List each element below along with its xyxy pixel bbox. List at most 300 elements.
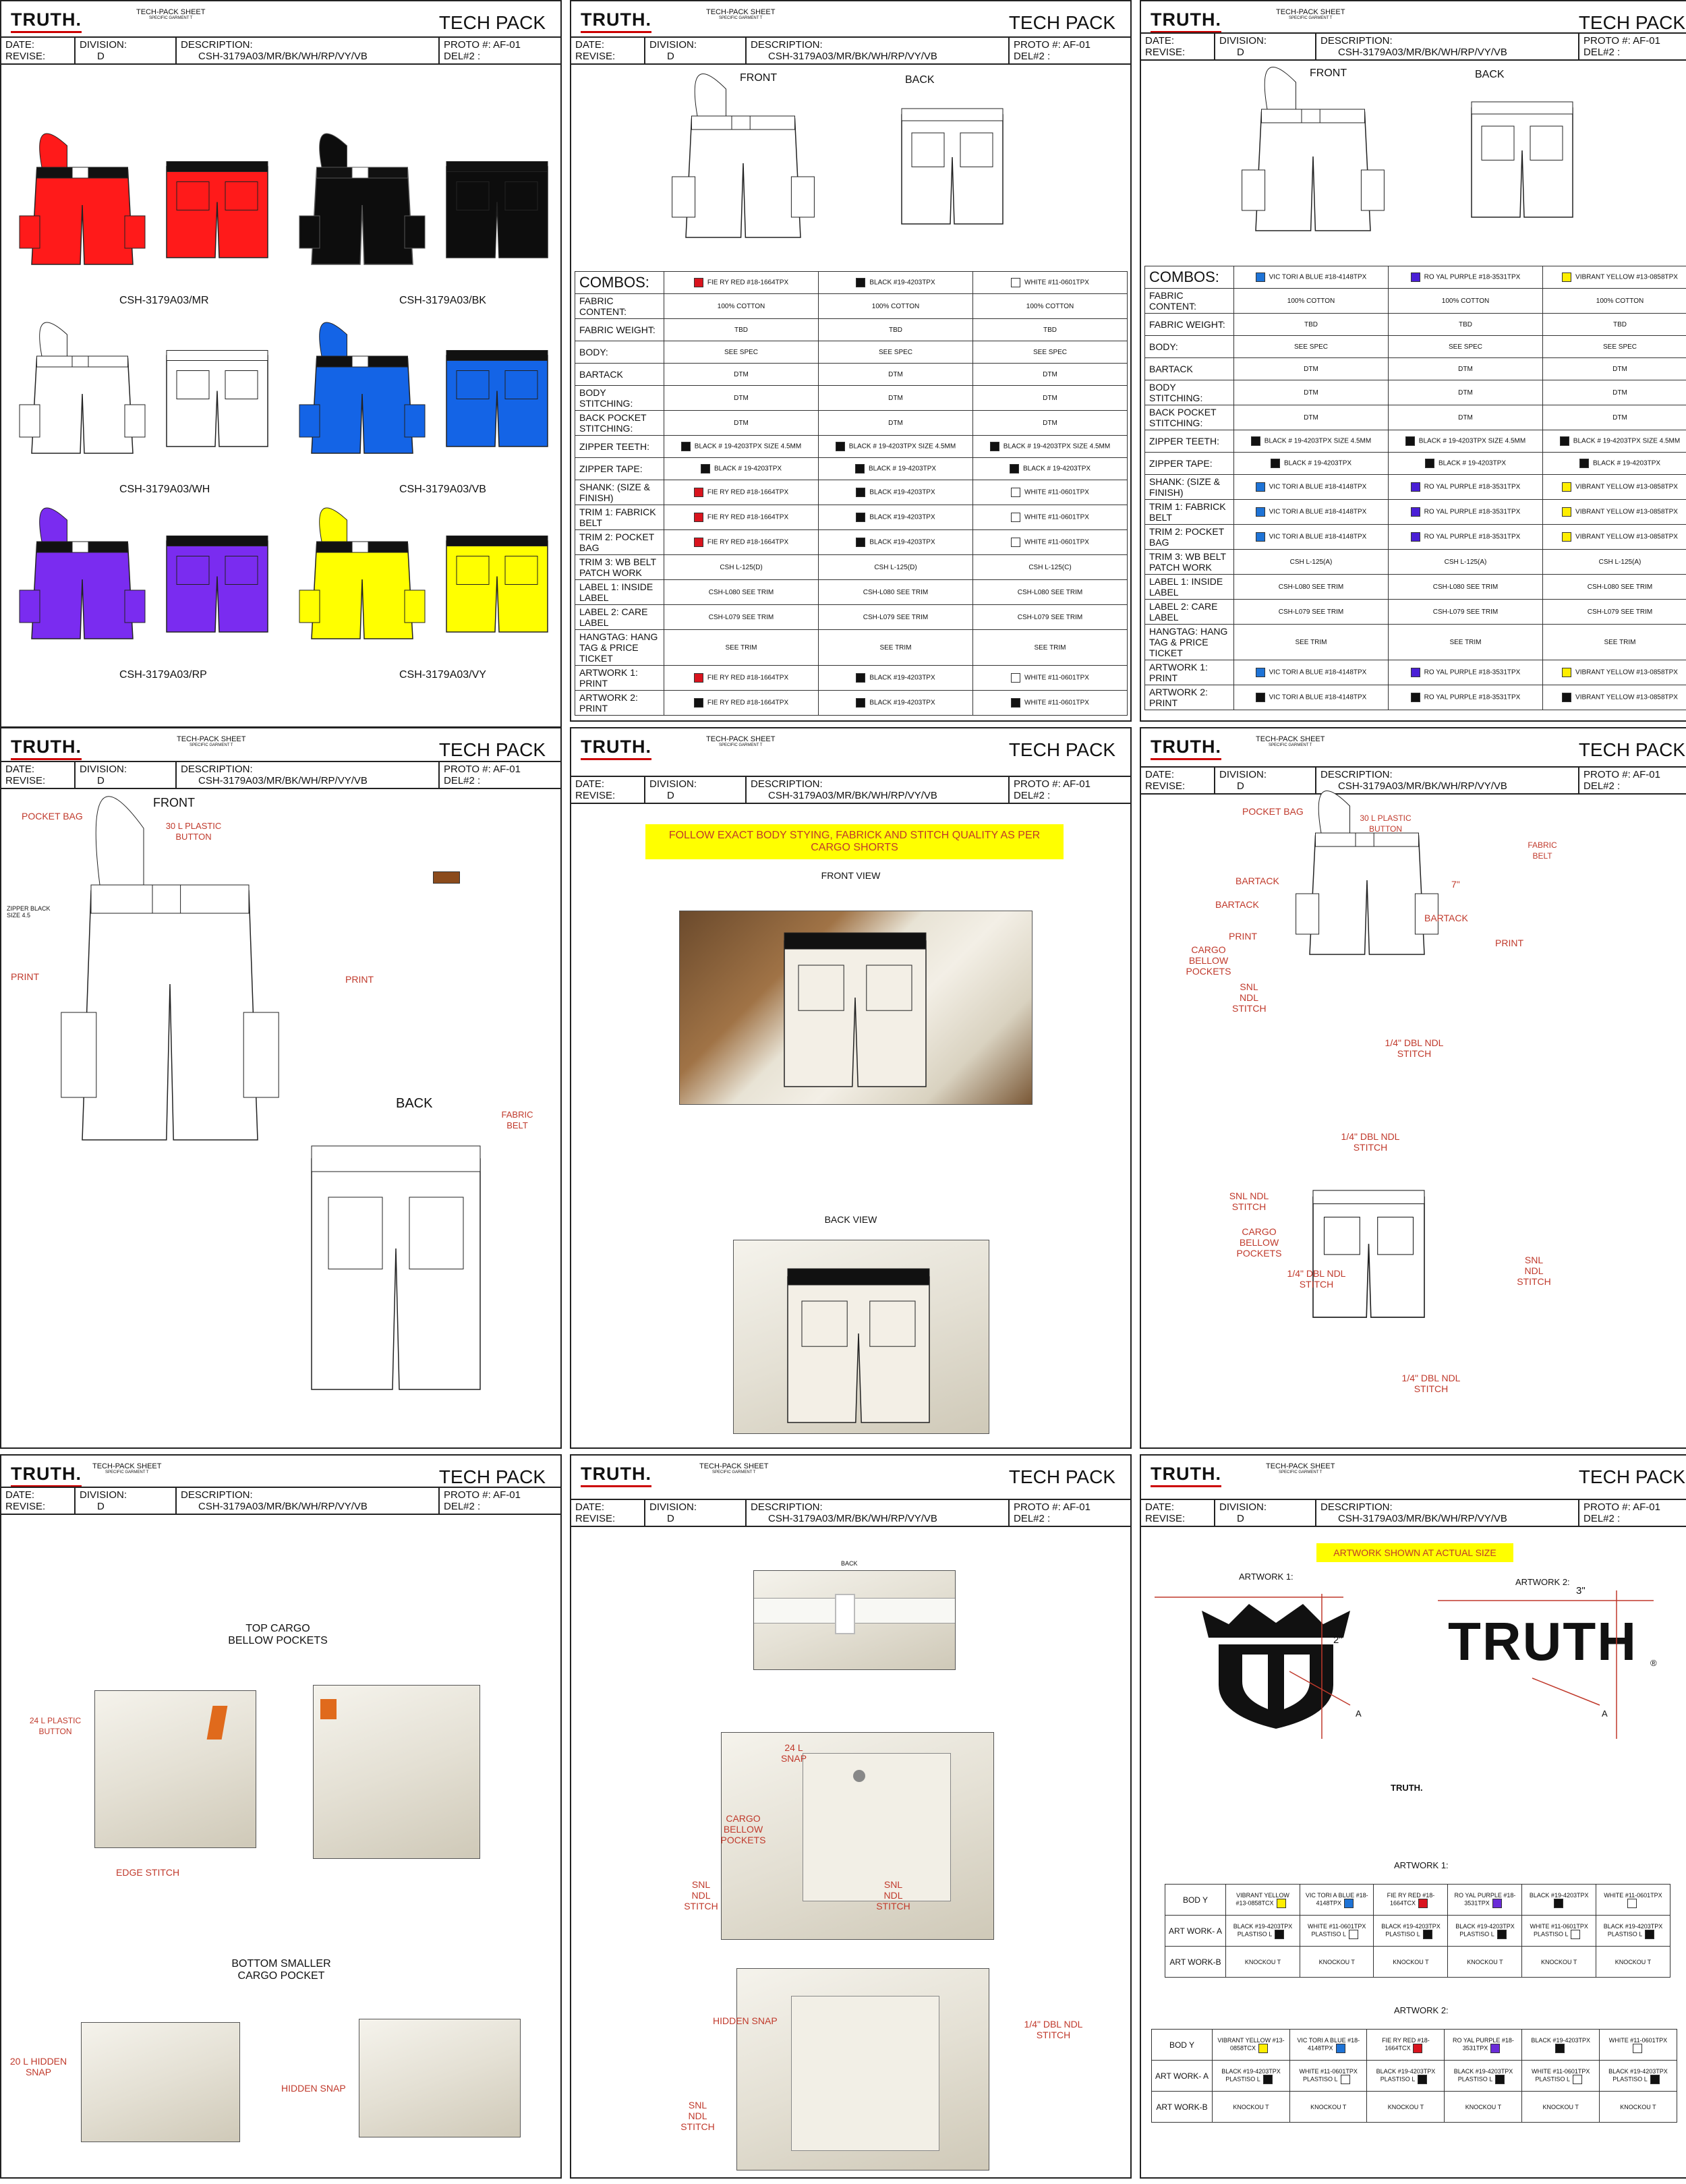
color-swatch bbox=[1256, 693, 1265, 702]
spec-cell: RO YAL PURPLE #18-3531TPX bbox=[1389, 660, 1543, 685]
color-swatch bbox=[681, 442, 691, 451]
spec-cell: DTM bbox=[1543, 405, 1686, 430]
spec-cell: BLACK # 19-4203TPX SIZE 4.5MM bbox=[1234, 430, 1389, 453]
spec-row-label: COMBOS: bbox=[575, 272, 664, 294]
artwork-cell: KNOCKOU T bbox=[1374, 1947, 1448, 1978]
label-dbl-stitch-2: 1/4" DBL NDL STITCH bbox=[1341, 1131, 1400, 1153]
spec-cell: SEE SPEC bbox=[973, 341, 1128, 364]
color-swatch bbox=[694, 673, 703, 683]
label-button: 30 L PLASTIC BUTTON bbox=[1360, 813, 1412, 834]
color-swatch bbox=[1341, 2075, 1350, 2084]
color-swatch bbox=[990, 442, 999, 451]
artwork-cell: BLACK #19-4203TPX bbox=[1522, 2030, 1599, 2061]
label-hidden-snap: HIDDEN SNAP bbox=[713, 2015, 778, 2026]
spec-cell: TBD bbox=[973, 319, 1128, 341]
color-swatch bbox=[1425, 459, 1434, 468]
spec-cell: DTM bbox=[973, 411, 1128, 436]
color-swatch bbox=[1263, 2075, 1273, 2084]
spec-cell: SEE SPEC bbox=[1543, 336, 1686, 358]
spec-row-label: LABEL 2: CARE LABEL bbox=[575, 605, 664, 630]
colorway-caption: CSH-3179A03/MR bbox=[119, 295, 209, 306]
color-swatch bbox=[694, 698, 703, 708]
color-swatch bbox=[855, 464, 865, 473]
spec-cell: DTM bbox=[1234, 405, 1389, 430]
front-label: FRONT bbox=[1310, 67, 1347, 79]
color-swatch bbox=[1011, 488, 1020, 497]
artwork-cell: BLACK #19-4203TPX PLASTISO L bbox=[1367, 2061, 1445, 2092]
spec-cell: BLACK #19-4203TPX bbox=[819, 666, 973, 691]
spec-cell: SEE TRIM bbox=[1389, 625, 1543, 660]
spec-cell: WHITE #11-0601TPX bbox=[973, 480, 1128, 505]
color-swatch bbox=[1495, 2075, 1505, 2084]
tech-pack-title: TECH PACK bbox=[1008, 1466, 1115, 1487]
artwork-row-label: ART WORK- A bbox=[1165, 1916, 1226, 1947]
color-swatch bbox=[1258, 2044, 1268, 2053]
artwork-1-dimension: 2" bbox=[1333, 1634, 1343, 1646]
page-spec-2 bbox=[1140, 0, 1686, 722]
spec-cell: VIC TORI A BLUE #18-4148TPX bbox=[1234, 525, 1389, 550]
spec-cell: BLACK # 19-4203TPX bbox=[664, 458, 819, 480]
color-swatch bbox=[856, 538, 865, 547]
spec-cell: SEE SPEC bbox=[819, 341, 973, 364]
spec-row-label: FABRIC WEIGHT: bbox=[575, 319, 664, 341]
spec-row-label: LABEL 1: INSIDE LABEL bbox=[1145, 575, 1234, 600]
spec-row-label: BARTACK bbox=[575, 364, 664, 386]
artwork-cell: BLACK #19-4203TPX PLASTISO L bbox=[1374, 1916, 1448, 1947]
flat-sketch bbox=[571, 1, 1132, 271]
artwork-banner: ARTWORK SHOWN AT ACTUAL SIZE bbox=[1316, 1543, 1513, 1562]
tech-pack-title: TECH PACK bbox=[1578, 12, 1685, 33]
spec-cell: 100% COTTON bbox=[1389, 289, 1543, 314]
color-swatch bbox=[1011, 278, 1020, 287]
front-label: FRONT bbox=[740, 72, 778, 84]
spec-cell: VIBRANT YELLOW #13-0858TPX bbox=[1543, 475, 1686, 500]
spec-cell: 100% COTTON bbox=[973, 294, 1128, 319]
label-pocket-bag: POCKET BAG bbox=[22, 811, 83, 822]
color-swatch bbox=[1411, 507, 1420, 517]
spec-cell: TBD bbox=[1389, 314, 1543, 336]
back-view-photo bbox=[733, 1240, 989, 1434]
color-swatch bbox=[694, 513, 703, 522]
spec-cell: FIE RY RED #18-1664TPX bbox=[664, 505, 819, 530]
spec-cell: CSH L-125(A) bbox=[1234, 550, 1389, 575]
flat-sketch bbox=[1141, 728, 1686, 1449]
artwork-row-label: ART WORK- A bbox=[1152, 2061, 1213, 2092]
artwork-cell: KNOCKOU T bbox=[1448, 1947, 1522, 1978]
label-cargo-bellow-2: CARGO BELLOW POCKETS bbox=[1236, 1226, 1282, 1259]
spec-cell: FIE RY RED #18-1664TPX bbox=[664, 480, 819, 505]
spec-cell: DTM bbox=[1389, 358, 1543, 380]
spec-table bbox=[575, 271, 1128, 716]
spec-row-label: ARTWORK 1: PRINT bbox=[1145, 660, 1234, 685]
artwork-1-mark: A bbox=[1356, 1708, 1362, 1719]
color-swatch bbox=[1562, 482, 1571, 492]
color-swatch bbox=[1011, 538, 1020, 547]
brand-logo: TRUTH. bbox=[1151, 737, 1221, 757]
color-swatch bbox=[1344, 1899, 1354, 1908]
color-swatch bbox=[1256, 272, 1265, 282]
label-fabric-belt: FABRIC BELT bbox=[501, 1110, 533, 1130]
front-view-photo bbox=[679, 911, 1033, 1105]
spec-cell: CSH L-125(A) bbox=[1389, 550, 1543, 575]
spec-cell: RO YAL PURPLE #18-3531TPX bbox=[1389, 525, 1543, 550]
label-print-1: PRINT bbox=[1229, 931, 1257, 942]
color-swatch bbox=[1633, 2044, 1642, 2053]
color-swatch bbox=[1411, 668, 1420, 677]
color-swatch bbox=[1011, 698, 1020, 708]
spec-cell: 100% COTTON bbox=[664, 294, 819, 319]
color-swatch bbox=[1645, 1930, 1654, 1939]
color-swatch bbox=[1560, 436, 1569, 446]
color-swatch bbox=[1579, 459, 1589, 468]
color-swatch bbox=[856, 698, 865, 708]
page-photo-detail bbox=[570, 1454, 1132, 2179]
spec-row-label: BARTACK bbox=[1145, 358, 1234, 380]
spec-cell: BLACK # 19-4203TPX bbox=[973, 458, 1128, 480]
sheet-title: TECH-PACK SHEET SPECIFIC GARMENT T bbox=[706, 8, 776, 20]
spec-cell: WHITE #11-0601TPX bbox=[973, 691, 1128, 716]
artwork-table-1 bbox=[1165, 1884, 1670, 1978]
color-swatch bbox=[1256, 507, 1265, 517]
color-swatch bbox=[1555, 2044, 1565, 2053]
spec-cell: DTM bbox=[1543, 358, 1686, 380]
spec-cell: TBD bbox=[819, 319, 973, 341]
spec-row-label: LABEL 1: INSIDE LABEL bbox=[575, 580, 664, 605]
color-swatch bbox=[1349, 1930, 1358, 1939]
bottom-pocket-photo-2 bbox=[359, 2019, 521, 2137]
flat-sketch bbox=[1, 728, 562, 1449]
spec-cell: VIC TORI A BLUE #18-4148TPX bbox=[1234, 500, 1389, 525]
color-swatch bbox=[1411, 482, 1420, 492]
truth-wordmark: TRUTH bbox=[1448, 1611, 1638, 1671]
artwork-2-dimension: 3" bbox=[1576, 1585, 1586, 1597]
color-swatch bbox=[1010, 464, 1019, 473]
artwork-2-label: ARTWORK 2: bbox=[1515, 1577, 1570, 1587]
color-swatch bbox=[1562, 272, 1571, 282]
sheet-title: TECH-PACK SHEET SPECIFIC GARMENT T bbox=[1256, 735, 1325, 747]
spec-cell: BLACK #19-4203TPX bbox=[819, 272, 973, 294]
brand-logo: TRUTH. bbox=[11, 737, 82, 757]
color-swatch bbox=[1413, 2044, 1422, 2053]
artwork-2-mark: A bbox=[1602, 1708, 1608, 1719]
color-swatch bbox=[1256, 482, 1265, 492]
label-cargo-bellow: CARGO BELLOW POCKETS bbox=[720, 1813, 766, 1845]
page-flat-detail bbox=[0, 727, 562, 1449]
spec-row-label: ARTWORK 2: PRINT bbox=[1145, 685, 1234, 710]
tech-pack-title: TECH PACK bbox=[1578, 739, 1685, 760]
colorway-caption: CSH-3179A03/BK bbox=[399, 295, 486, 306]
spec-row-label: COMBOS: bbox=[1145, 266, 1234, 289]
info-bar: DATE: REVISE: DIVISION: D DESCRIPTION: CSH-3179A03/MR/BK/WH/RP/VY/VB PROTO #: AF-01 DEL#2 : bbox=[1141, 766, 1686, 795]
spec-cell: DTM bbox=[819, 364, 973, 386]
artwork-cell: KNOCKOU T bbox=[1290, 2092, 1367, 2123]
spec-row-label: SHANK: (SIZE & FINISH) bbox=[575, 480, 664, 505]
spec-cell: VIBRANT YELLOW #13-0858TPX bbox=[1543, 266, 1686, 289]
colorway-mr bbox=[11, 109, 281, 271]
spec-cell: CSH-L080 SEE TRIM bbox=[1234, 575, 1389, 600]
artwork-row-label: ART WORK-B bbox=[1165, 1947, 1226, 1978]
spec-cell: WHITE #11-0601TPX bbox=[973, 666, 1128, 691]
artwork-cell: KNOCKOU T bbox=[1596, 1947, 1670, 1978]
spec-row-label: LABEL 2: CARE LABEL bbox=[1145, 600, 1234, 625]
info-bar: DATE: REVISE: DIVISION: D DESCRIPTION: CSH-3179A03/MR/BK/WH/RP/VY/VB PROTO #: AF-01 DEL#2 : bbox=[1, 1487, 560, 1515]
spec-cell: DTM bbox=[1234, 358, 1389, 380]
label-print-right: PRINT bbox=[345, 974, 374, 985]
artwork-cell: KNOCKOU T bbox=[1522, 2092, 1599, 2123]
page-header bbox=[571, 728, 1130, 776]
label-bartack-2: BARTACK bbox=[1215, 899, 1259, 910]
artwork-cell: WHITE #11-0601TPX bbox=[1599, 2030, 1677, 2061]
artwork-cell: FIE RY RED #18-1664TCX bbox=[1367, 2030, 1445, 2061]
spec-cell: VIC TORI A BLUE #18-4148TPX bbox=[1234, 685, 1389, 710]
label-dbl-stitch-3: 1/4" DBL NDL STITCH bbox=[1287, 1268, 1346, 1290]
color-swatch bbox=[1277, 1899, 1286, 1908]
sheet-title: TECH-PACK SHEET SPECIFIC GARMENT T bbox=[699, 1462, 769, 1474]
artwork-cell: RO YAL PURPLE #18-3531TPX bbox=[1445, 2030, 1522, 2061]
artwork-cell: FIE RY RED #18-1664TCX bbox=[1374, 1885, 1448, 1916]
spec-cell: DTM bbox=[1543, 380, 1686, 405]
artwork-cell: BLACK #19-4203TPX PLASTISO L bbox=[1448, 1916, 1522, 1947]
spec-row-label: TRIM 2: POCKET BAG bbox=[575, 530, 664, 555]
artwork-table-1-title: ARTWORK 1: bbox=[1394, 1860, 1449, 1870]
tech-pack-title: TECH PACK bbox=[438, 12, 546, 33]
spec-cell: BLACK # 19-4203TPX SIZE 4.5MM bbox=[1543, 430, 1686, 453]
artwork-row-label: BOD Y bbox=[1152, 2030, 1213, 2061]
spec-row-label: TRIM 1: FABRICK BELT bbox=[575, 505, 664, 530]
spec-row-label: ZIPPER TEETH: bbox=[575, 436, 664, 458]
label-snl-right: SNL NDL STITCH bbox=[876, 1879, 910, 1912]
spec-row-label: FABRIC WEIGHT: bbox=[1145, 314, 1234, 336]
spec-cell: SEE TRIM bbox=[973, 630, 1128, 666]
tech-pack-title: TECH PACK bbox=[1578, 1466, 1685, 1487]
label-bartack-1: BARTACK bbox=[1236, 875, 1279, 886]
spec-cell: CSH L-125(A) bbox=[1543, 550, 1686, 575]
spec-cell: BLACK # 19-4203TPX SIZE 4.5MM bbox=[819, 436, 973, 458]
spec-cell: DTM bbox=[1234, 380, 1389, 405]
spec-cell: DTM bbox=[1389, 380, 1543, 405]
color-swatch bbox=[1562, 668, 1571, 677]
label-fabric-belt: FABRIC BELT bbox=[1528, 840, 1557, 861]
color-swatch bbox=[856, 278, 865, 287]
page-pocket-detail bbox=[0, 1454, 562, 2179]
artwork-cell: KNOCKOU T bbox=[1367, 2092, 1445, 2123]
info-bar: DATE: REVISE: DIVISION: D DESCRIPTION: CSH-3179A03/MR/BK/WH/RP/VY/VB PROTO #: AF-01 DEL#2 : bbox=[1141, 1499, 1686, 1527]
color-swatch bbox=[1571, 1930, 1580, 1939]
artwork-cell: BLACK #19-4203TPX PLASTISO L bbox=[1213, 2061, 1290, 2092]
spec-cell: FIE RY RED #18-1664TPX bbox=[664, 666, 819, 691]
label-snl-stitch-2: SNL NDL STITCH bbox=[1229, 1190, 1269, 1212]
back-view-label: BACK VIEW bbox=[824, 1214, 877, 1225]
spec-cell: VIBRANT YELLOW #13-0858TPX bbox=[1543, 500, 1686, 525]
spec-row-label: HANGTAG: HANG TAG & PRICE TICKET bbox=[575, 630, 664, 666]
spec-cell: RO YAL PURPLE #18-3531TPX bbox=[1389, 475, 1543, 500]
spec-cell: BLACK # 19-4203TPX bbox=[819, 458, 973, 480]
spec-row-label: FABRIC CONTENT: bbox=[1145, 289, 1234, 314]
sheet-title: TECH-PACK SHEET SPECIFIC GARMENT T bbox=[177, 735, 246, 747]
page-spec-1 bbox=[570, 0, 1132, 722]
spec-row-label: HANGTAG: HANG TAG & PRICE TICKET bbox=[1145, 625, 1234, 660]
spec-cell: DTM bbox=[664, 411, 819, 436]
artwork-cell: VIC TORI A BLUE #18-4148TPX bbox=[1290, 2030, 1367, 2061]
artwork-cell: KNOCKOU T bbox=[1445, 2092, 1522, 2123]
page-reference-photos bbox=[570, 727, 1132, 1449]
label-hidden-snap-20: 20 L HIDDEN SNAP bbox=[9, 2056, 67, 2077]
artwork-row-label: BOD Y bbox=[1165, 1885, 1226, 1916]
spec-cell: BLACK # 19-4203TPX bbox=[1543, 453, 1686, 475]
spec-cell: DTM bbox=[664, 386, 819, 411]
sheet-title: TECH-PACK SHEET SPECIFIC GARMENT T bbox=[92, 1462, 162, 1474]
page-construction bbox=[1140, 727, 1686, 1449]
spec-cell: DTM bbox=[664, 364, 819, 386]
color-swatch bbox=[1011, 673, 1020, 683]
info-bar: DATE: REVISE: DIVISION: D DESCRIPTION: CSH-3179A03/MR/BK/WH/RP/VY/VB PROTO #: AF-01 DEL#2 : bbox=[1, 761, 560, 789]
spec-row-label: ZIPPER TAPE: bbox=[1145, 453, 1234, 475]
color-swatch bbox=[856, 488, 865, 497]
colorway-caption: CSH-3179A03/RP bbox=[119, 669, 207, 681]
spec-cell: BLACK # 19-4203TPX SIZE 4.5MM bbox=[1389, 430, 1543, 453]
bottom-pocket-title: BOTTOM SMALLER CARGO POCKET bbox=[231, 1958, 331, 1982]
spec-cell: BLACK #19-4203TPX bbox=[819, 505, 973, 530]
label-edge-stitch: EDGE STITCH bbox=[116, 1867, 180, 1878]
spec-cell: CSH L-125(D) bbox=[664, 555, 819, 580]
spec-cell: SEE SPEC bbox=[1234, 336, 1389, 358]
spec-row-label: ZIPPER TEETH: bbox=[1145, 430, 1234, 453]
spec-cell: BLACK # 19-4203TPX bbox=[1234, 453, 1389, 475]
tech-pack-title: TECH PACK bbox=[438, 739, 546, 760]
brand-logo: TRUTH. bbox=[11, 9, 82, 30]
spec-cell: FIE RY RED #18-1664TPX bbox=[664, 272, 819, 294]
spec-cell: BLACK #19-4203TPX bbox=[819, 691, 973, 716]
label-plastic-button: 24 L PLASTIC BUTTON bbox=[29, 1716, 82, 1736]
spec-cell: WHITE #11-0601TPX bbox=[973, 272, 1128, 294]
sheet-title: TECH-PACK SHEET SPECIFIC GARMENT T bbox=[1276, 8, 1345, 20]
spec-cell: SEE TRIM bbox=[1234, 625, 1389, 660]
color-swatch bbox=[1554, 1899, 1563, 1908]
label-dbl-stitch: 1/4" DBL NDL STITCH bbox=[1024, 2019, 1083, 2040]
color-swatch bbox=[1562, 507, 1571, 517]
back-label: BACK bbox=[1475, 69, 1505, 80]
spec-cell: CSH-L079 SEE TRIM bbox=[1234, 600, 1389, 625]
artwork-cell: KNOCKOU T bbox=[1522, 1947, 1596, 1978]
label-dbl-stitch-1: 1/4" DBL NDL STITCH bbox=[1385, 1037, 1444, 1059]
spec-row-label: FABRIC CONTENT: bbox=[575, 294, 664, 319]
spec-cell: WHITE #11-0601TPX bbox=[973, 505, 1128, 530]
label-snl-stitch-1: SNL NDL STITCH bbox=[1232, 981, 1267, 1014]
artwork-table-2-title: ARTWORK 2: bbox=[1394, 2005, 1449, 2015]
color-swatch bbox=[1336, 2044, 1345, 2053]
spec-cell: VIC TORI A BLUE #18-4148TPX bbox=[1234, 660, 1389, 685]
artwork-row-label: ART WORK-B bbox=[1152, 2092, 1213, 2123]
spec-cell: CSH-L079 SEE TRIM bbox=[973, 605, 1128, 630]
brand-logo: TRUTH. bbox=[1151, 1464, 1221, 1484]
tech-pack-title: TECH PACK bbox=[1008, 12, 1115, 33]
label-seven-inch: 7" bbox=[1451, 879, 1460, 890]
label-snl-left: SNL NDL STITCH bbox=[684, 1879, 718, 1912]
label-print-left: PRINT bbox=[11, 971, 39, 982]
label-cargo-bellow: CARGO BELLOW POCKETS bbox=[1186, 944, 1231, 977]
artwork-cell: BLACK #19-4203TPX PLASTISO L bbox=[1226, 1916, 1300, 1947]
artwork-cell: VIBRANT YELLOW #13-0858TCX bbox=[1213, 2030, 1290, 2061]
label-print-2: PRINT bbox=[1495, 938, 1523, 948]
color-swatch bbox=[694, 488, 703, 497]
color-swatch bbox=[1251, 436, 1260, 446]
top-pocket-photo-2 bbox=[313, 1685, 480, 1859]
label-snap: 24 L SNAP bbox=[780, 1742, 807, 1764]
color-swatch bbox=[1573, 2075, 1582, 2084]
color-swatch bbox=[1418, 1899, 1428, 1908]
artwork-cell: VIC TORI A BLUE #18-4148TPX bbox=[1300, 1885, 1374, 1916]
colorway-rp bbox=[11, 484, 281, 645]
artwork-cell: BLACK #19-4203TPX PLASTISO L bbox=[1596, 1916, 1670, 1947]
spec-cell: CSH-L079 SEE TRIM bbox=[1543, 600, 1686, 625]
label-dbl-stitch-4: 1/4" DBL NDL STITCH bbox=[1401, 1373, 1461, 1394]
spec-cell: CSH-L080 SEE TRIM bbox=[1543, 575, 1686, 600]
artwork-table-2 bbox=[1151, 2029, 1677, 2123]
spec-cell: DTM bbox=[819, 386, 973, 411]
colorway-bk bbox=[291, 109, 561, 271]
spec-row-label: ZIPPER TAPE: bbox=[575, 458, 664, 480]
spec-cell: SEE TRIM bbox=[819, 630, 973, 666]
color-swatch bbox=[1011, 513, 1020, 522]
spec-row-label: TRIM 2: POCKET BAG bbox=[1145, 525, 1234, 550]
brand-logo: TRUTH. bbox=[11, 1464, 82, 1484]
spec-table bbox=[1144, 266, 1686, 710]
spec-row-label: BODY: bbox=[1145, 336, 1234, 358]
bottom-pocket-photo-1 bbox=[81, 2022, 240, 2142]
color-swatch bbox=[1411, 272, 1420, 282]
spec-cell: CSH L-125(C) bbox=[973, 555, 1128, 580]
spec-cell: FIE RY RED #18-1664TPX bbox=[664, 691, 819, 716]
artwork-cell: BLACK #19-4203TPX PLASTISO L bbox=[1599, 2061, 1677, 2092]
spec-cell: SEE TRIM bbox=[664, 630, 819, 666]
spec-cell: VIBRANT YELLOW #13-0858TPX bbox=[1543, 660, 1686, 685]
color-swatch bbox=[1411, 693, 1420, 702]
artwork-cell: KNOCKOU T bbox=[1599, 2092, 1677, 2123]
back-label: BACK bbox=[905, 74, 935, 86]
tech-pack-title: TECH PACK bbox=[438, 1466, 546, 1487]
info-bar: DATE: REVISE: DIVISION: D DESCRIPTION: CSH-3179A03/MR/BK/WH/RP/VY/VB PROTO #: AF-01 DEL#2 : bbox=[571, 776, 1130, 804]
artwork-cell: WHITE #11-0601TPX PLASTISO L bbox=[1522, 2061, 1599, 2092]
spec-cell: BLACK #19-4203TPX bbox=[819, 530, 973, 555]
color-swatch bbox=[1405, 436, 1415, 446]
color-swatch bbox=[1275, 1930, 1284, 1939]
brand-logo: TRUTH. bbox=[581, 9, 651, 30]
artwork-cell: KNOCKOU T bbox=[1226, 1947, 1300, 1978]
spec-cell: VIBRANT YELLOW #13-0858TPX bbox=[1543, 685, 1686, 710]
color-swatch bbox=[694, 538, 703, 547]
color-swatch bbox=[1256, 668, 1265, 677]
color-swatch bbox=[1256, 532, 1265, 542]
color-swatch bbox=[1411, 532, 1420, 542]
hidden-snap-photo bbox=[736, 1968, 989, 2171]
spec-row-label: TRIM 1: FABRICK BELT bbox=[1145, 500, 1234, 525]
sheet-title: TECH-PACK SHEET SPECIFIC GARMENT T bbox=[1266, 1462, 1335, 1474]
artwork-cell: KNOCKOU T bbox=[1300, 1947, 1374, 1978]
artwork-cell: WHITE #11-0601TPX bbox=[1596, 1885, 1670, 1916]
spec-row-label: SHANK: (SIZE & FINISH) bbox=[1145, 475, 1234, 500]
page-header bbox=[571, 1456, 1130, 1503]
spec-row-label: ARTWORK 1: PRINT bbox=[575, 666, 664, 691]
artwork-cell: WHITE #11-0601TPX PLASTISO L bbox=[1300, 1916, 1374, 1947]
colorway-caption: CSH-3179A03/WH bbox=[119, 484, 210, 495]
spec-cell: DTM bbox=[973, 386, 1128, 411]
spec-cell: VIC TORI A BLUE #18-4148TPX bbox=[1234, 475, 1389, 500]
spec-cell: WHITE #11-0601TPX bbox=[973, 530, 1128, 555]
label-bartack-3: BARTACK bbox=[1424, 913, 1468, 923]
label-zipper: ZIPPER BLACK SIZE 4.5 bbox=[7, 905, 51, 919]
spec-cell: CSH-L079 SEE TRIM bbox=[1389, 600, 1543, 625]
spec-cell: 100% COTTON bbox=[1543, 289, 1686, 314]
